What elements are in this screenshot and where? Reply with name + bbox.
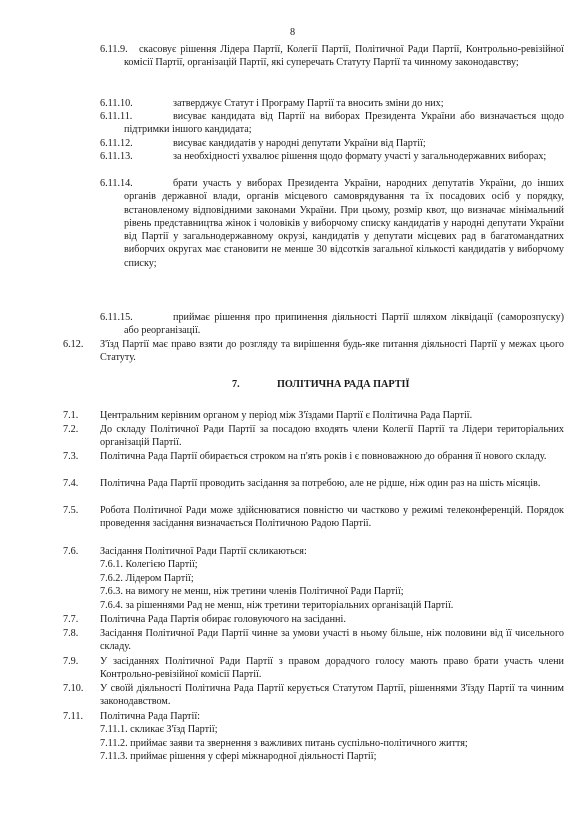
- clause-text: З'їзд Партії має право взяти до розгляду та вирішення будь-яке питання діяльності Партії у межах цього Статуту.: [100, 339, 564, 364]
- clause-text: Політична Рада Партії:: [100, 711, 200, 722]
- clause-text: Центральним керівним органом у період між З'їздами Партії є Політична Рада Партії.: [100, 410, 473, 421]
- subclause-7-11-3: 7.11.3. приймає рішення у сфері міжнародної діяльності Партії;: [100, 751, 377, 762]
- clause-number: 6.11.12.: [100, 138, 133, 149]
- subclause-7-6-2: 7.6.2. Лідером Партії;: [100, 573, 194, 584]
- clause-number: 7.5.: [63, 505, 79, 516]
- section-title: ПОЛІТИЧНА РАДА ПАРТІЇ: [277, 379, 410, 390]
- clause-text: Політична Рада Партії обирається строком на п'ять років і є повноважною до обрання її нового складу.: [100, 451, 547, 462]
- clause-number: 7.8.: [63, 628, 79, 639]
- clause-number: 7.6.: [63, 546, 79, 557]
- clause-text: скасовує рішення Лідера Партії, Колегії Партії, Політичної Ради Партії, Контрольно-ревізійної комісії Партії, організацій Партії, які суперечать Статуту Партії та чинному законодавству;: [124, 44, 564, 69]
- clause-number: 7.3.: [63, 451, 79, 462]
- clause-text: Політична Рада Партія обирає головуючого на засіданні.: [100, 614, 346, 625]
- subclause-7-6-3: 7.6.3. на вимогу не менш, ніж третини членів Політичної Ради Партії;: [100, 586, 404, 597]
- clause-text: приймає рішення про припинення діяльності Партії шляхом ліквідації (саморозпуску) або реорганізації.: [124, 312, 564, 337]
- subclause-7-11-1: 7.11.1. скликає З'їзд Партії;: [100, 724, 218, 735]
- clause-number: 7.4.: [63, 478, 79, 489]
- clause-number: 6.11.9.: [100, 44, 128, 55]
- clause-text: висуває кандидатів у народні депутати України від Партії;: [173, 138, 426, 149]
- clause-text: затверджує Статут і Програму Партії та вносить зміни до них;: [173, 98, 444, 109]
- clause-text: Робота Політичної Ради може здійснюватися повністю чи частково у режимі телеконференцій. Порядок проведення засідання визначається Політичною Радою Партії.: [100, 505, 564, 530]
- clause-number: 6.11.13.: [100, 151, 133, 162]
- clause-text: У засіданнях Політичної Ради Партії з правом дорадчого голосу мають право брати участь члени Контрольно-ревізійної комісії Партії.: [100, 656, 564, 681]
- clause-text: за необхідності ухвалює рішення щодо формату участі у загальнодержавних виборах;: [173, 151, 547, 162]
- clause-number: 6.12.: [63, 339, 84, 350]
- clause-text: висуває кандидата від Партії на виборах Президента України або визначається щодо підтримки іншого кандидата;: [124, 111, 564, 136]
- clause-number: 7.11.: [63, 711, 83, 722]
- clause-number: 6.11.14.: [100, 178, 133, 189]
- page-number: 8: [289, 27, 296, 38]
- clause-text: До складу Політичної Ради Партії за посадою входять члени Колегії Партії та Лідери територіальних організацій Партії.: [100, 424, 564, 449]
- clause-text: Засідання Політичної Ради Партії скликаються:: [100, 546, 307, 557]
- clause-text: У своїй діяльності Політична Рада Партії керується Статутом Партії, рішеннями З'їзду Партії та чинним законодавством.: [100, 683, 564, 708]
- clause-text: брати участь у виборах Президента України, народних депутатів України, до інших органів державної влади, органів місцевого самоврядування та їх посадових осіб у порядку, встановленому відповідними законами України. При цьому, розмір квот, що визначає мінімальний рівень представництва жінок і чоловіків у виборчому списку кандидатів у народні депутати України від Партії у загальнодержавному окрузі, кандидатів у депутати місцевих рад в багатомандатних виборчих округах має становити не менше 30 відсотків загальної кількості кандидатів у виборчому списку;: [124, 178, 564, 269]
- subclause-7-6-1: 7.6.1. Колегією Партії;: [100, 559, 198, 570]
- subclause-7-6-4: 7.6.4. за рішеннями Рад не менш, ніж третини територіальних організацій Партії.: [100, 600, 454, 611]
- clause-number: 7.9.: [63, 656, 79, 667]
- clause-number: 7.2.: [63, 424, 79, 435]
- clause-number: 7.1.: [63, 410, 79, 421]
- clause-text: Засідання Політичної Ради Партії чинне за умови участі в ньому більше, ніж половини від її чисельного складу.: [100, 628, 564, 653]
- clause-number: 6.11.15.: [100, 312, 133, 323]
- clause-text: Політична Рада Партії проводить засідання за потребою, але не рідше, ніж один раз на шість місяців.: [100, 478, 541, 489]
- clause-number: 7.10.: [63, 683, 84, 694]
- clause-number: 6.11.10.: [100, 98, 133, 109]
- clause-number: 6.11.11.: [100, 111, 133, 122]
- subclause-7-11-2: 7.11.2. приймає заяви та звернення з важливих питань суспільно-політичного життя;: [100, 738, 468, 749]
- section-number: 7.: [232, 379, 240, 390]
- clause-number: 7.7.: [63, 614, 79, 625]
